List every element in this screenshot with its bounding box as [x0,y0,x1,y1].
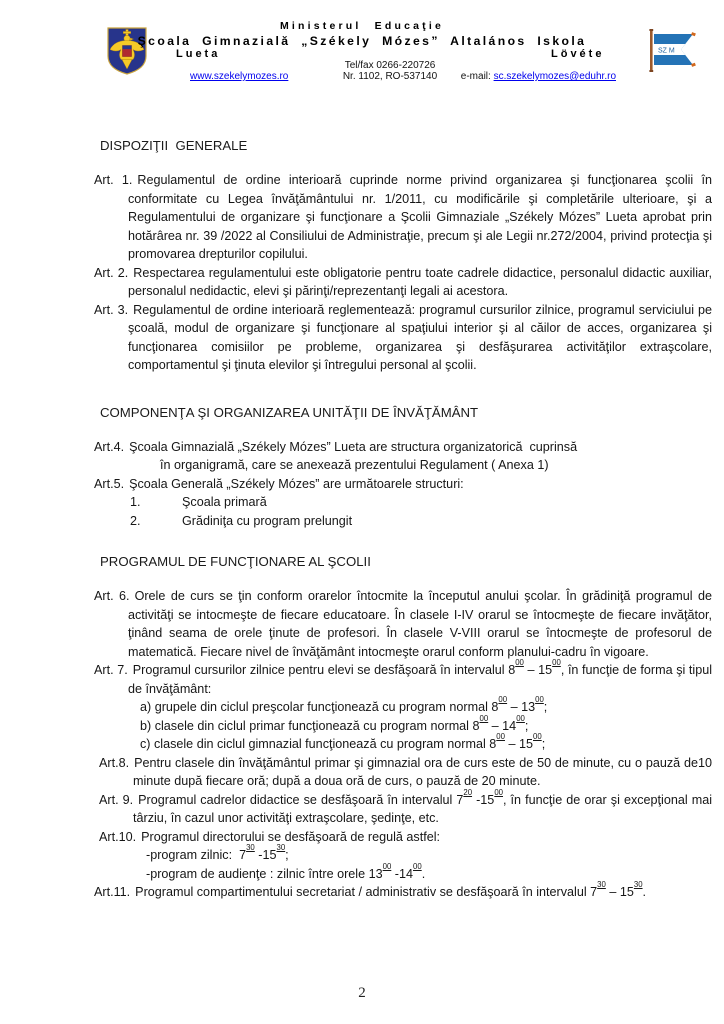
article-6-text: Orele de curs se ţin conform orarelor întocmite la începutul anului şcolar. În grădiniţă programul de activităţi se intocmeşte de fiecare educatoare. În clasele I-IV orarul se întocmeşte de fiecare invăţător, ţinând seama de orele ţinute de profesori. În clasele V-VIII orarul se întocmeşte de profesorul de matematică. Fiecare nivel de învăţământ intocmeşte orarul conform planului-cadru în vigoare. [128,589,713,659]
article-1-text: Regulamentul de ordine interioară cuprinde norme privind organizarea şi funcţionarea şcolii în conformitate cu Legea învăţământului nr. 1/2011, cu modificările şi completările ulterioare, şi a Regulamentului de organizare şi funcţionare a Şcolii Gimnaziale „Székely Mózes” Lueta aprobat prin hotărârea nr. 39 /2022 al Consiliului de Administraţie, precum şi ale Legii nr.272/2004, privind protecţia şi promovarea drepturilor copilului. [128,173,712,261]
article-2 [94,264,712,301]
article-4-line2: în organigramă, care se anexează prezentului Regulament ( Anexa 1) [160,458,549,472]
article-1 [94,171,712,264]
letterhead [0,0,724,110]
article-9-label: Art. 9. [99,792,134,807]
article-1-label: Art. 1. [94,173,133,187]
article-7-label: Art. 7. [94,663,128,677]
article-6 [94,587,712,661]
email-link[interactable]: sc.szekelymozes@eduhr.ro [493,71,616,82]
email-line [461,71,616,82]
article-8-label: Art.8. [99,755,130,770]
article-5-label: Art.5. [94,476,125,491]
article-7-item-b: b) clasele din ciclul primar funcţionează cu program normal $8^{00} - 14^{00}$; [140,713,529,733]
article-7 [94,658,712,698]
ministry-line: Ministerul Educaţie [279,20,445,32]
registration-number: Nr. 1102, RO-537140 [342,71,438,82]
article-7-item-c: c) clasele din ciclul gimnazial funcţionează cu program normal $8^{00} - 15^{00}$; [140,732,546,751]
structure-item-1 [130,493,712,512]
article-3 [94,301,712,375]
article-11-label: Art.11. [94,885,131,899]
contact-row [0,71,724,85]
article-10-label: Art.10. [99,829,137,844]
article-5-text: Şcoala Generală „Székely Mózes” are următoarele structuri: [129,476,464,491]
article-3-text: Regulamentul de ordine interioară reglementează: programul cursurilor zilnice, programul serviciului pe şcoală, modul de organizare şi funcţionare al spaţiului interior şi al căilor de acces, organizarea şi funcţionarea comisiilor pe probleme, organizarea şi desfăşurarea activităţilor extraşcolare, comportamentul şi ţinuta elevilor şi întregului personal al şcolii. [128,302,713,372]
article-7-text: Programul cursurilor zilnice pentru elevi se desfăşoară în intervalul $8^{00} - 15^{00}$, în funcţie de forma şi tipul de învăţământ: [128,658,712,696]
article-9-text: Programul cadrelor didactice se desfăşoară în intervalul $7^{20}$ $-15^{00}$, în funcţie de orar şi excepţional mai târziu, în cazul unor activităţi extraşcolare, şedinţe, etc. [133,787,712,825]
article-10-line-2: -program de audienţe : zilnic între orele $13^{00}$ $-14^{00}$. [146,861,426,881]
heading-dispozitii-generale: DISPOZIŢII GENERALE [100,138,248,153]
telfax-line: Tel/fax 0266-220726 [344,60,436,71]
email-label: e-mail: [460,71,491,82]
article-2-text: Respectarea regulamentului este obligatorie pentru toate cadrele didactice, personalul didactic auxiliar, personalul nedidactic, elevi şi părinţi/reprezentanţi legali ai acestora. [128,265,712,298]
place-lueta: Lueta [176,48,221,60]
article-10 [99,828,712,847]
website-link[interactable]: www.szekelymozes.ro [190,71,289,82]
page-number: 2 [358,985,366,1001]
structure-item-1-number: 1. [130,495,141,509]
article-4-label: Art.4. [94,439,125,454]
article-5 [94,475,712,494]
article-11 [94,880,712,902]
school-name-line: Şcoala Gimnazială „Székely Mózes” Altalános Iskola [137,34,587,48]
article-7-item-a: a) grupele din ciclul preşcolar funcţionează cu program normal $8^{00} - 13^{00}$; [140,695,548,714]
article-4-line1-row [94,438,712,457]
heading-programul: PROGRAMUL DE FUNCŢIONARE AL ŞCOLII [100,554,371,569]
structure-item-1-text: Şcoala primară [182,495,267,509]
article-4 [94,438,712,475]
place-lovete: Lövéte [551,48,605,60]
structure-item-2 [130,512,712,531]
article-8-text: Pentru clasele din învăţământul primar şi gimnazial ora de curs este de 50 de minute, cu o pauză de10 minute după fiecare oră; după a doua oră de curs, o pauză de 20 minute. [133,755,712,788]
heading-componenta: COMPONENŢA ŞI ORGANIZAREA UNITĂŢII DE ÎNVĂŢĂMÂNT [100,404,479,420]
structure-item-2-text: Grădiniţa cu program prelungit [182,513,353,528]
article-4-line1: Şcoala Gimnazială „Székely Mózes” Lueta are structura organizatorică cuprinsă [129,439,578,454]
school-flag-icon [645,28,701,74]
article-10-text: Programul directorului se desfăşoară de regulă astfel: [141,829,441,844]
article-11-text: Programul compartimentului secretariat / administrativ se desfăşoară în intervalul $7^{30} - 15^{30}$. [135,880,647,899]
structure-item-2-number: 2. [130,513,141,528]
article-8 [99,754,712,791]
document-body [94,136,712,902]
article-2-label: Art. 2. [94,265,129,280]
article-6-label: Art. 6. [94,589,130,603]
article-3-label: Art. 3. [94,302,129,317]
article-9 [99,787,712,828]
article-10-line-1: -program zilnic: $7^{30}$ $-15^{30}$; [146,843,289,862]
flag-initials: SZ M [658,47,675,55]
